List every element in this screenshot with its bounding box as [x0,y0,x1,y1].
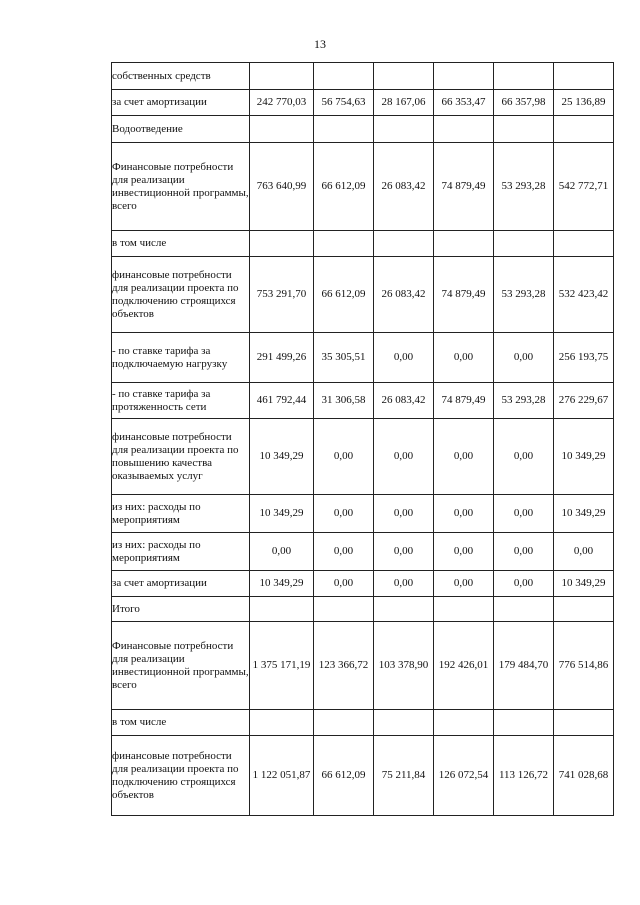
value-cell: 10 349,29 [250,571,314,597]
value-cell: 74 879,49 [434,383,494,419]
value-cell [314,116,374,143]
value-cell [554,116,614,143]
value-cell [374,231,434,257]
table-row [112,143,614,231]
value-cell: 0,00 [434,495,494,533]
row-label: финансовые потребности для реализации проекта по подключению строящихся объектов [112,736,250,816]
value-cell: 0,00 [434,419,494,495]
value-cell: 26 083,42 [374,383,434,419]
row-label: из них: расходы по мероприятиям [112,533,250,571]
investment-table [111,62,614,816]
value-cell: 66 357,98 [494,90,554,116]
value-cell: 276 229,67 [554,383,614,419]
page-number: 13 [314,37,326,51]
value-cell [554,231,614,257]
value-cell: 741 028,68 [554,736,614,816]
value-cell: 103 378,90 [374,622,434,710]
value-cell: 242 770,03 [250,90,314,116]
value-cell: 75 211,84 [374,736,434,816]
table-body [112,63,614,816]
row-label: финансовые потребности для реализации проекта по повышению качества оказываемых услуг [112,419,250,495]
value-cell [554,597,614,622]
value-cell [494,231,554,257]
value-cell: 66 353,47 [434,90,494,116]
value-cell [314,710,374,736]
value-cell: 0,00 [494,495,554,533]
value-cell: 66 612,09 [314,143,374,231]
value-cell: 25 136,89 [554,90,614,116]
value-cell [494,597,554,622]
value-cell: 256 193,75 [554,333,614,383]
value-cell: 0,00 [314,571,374,597]
table-row [112,383,614,419]
value-cell: 192 426,01 [434,622,494,710]
value-cell: 0,00 [434,533,494,571]
value-cell [434,710,494,736]
value-cell [250,231,314,257]
value-cell: 35 305,51 [314,333,374,383]
value-cell: 0,00 [494,333,554,383]
row-label: за счет амортизации [112,571,250,597]
value-cell: 66 612,09 [314,257,374,333]
value-cell: 542 772,71 [554,143,614,231]
value-cell [314,63,374,90]
value-cell: 0,00 [314,495,374,533]
value-cell: 123 366,72 [314,622,374,710]
value-cell: 126 072,54 [434,736,494,816]
table-row [112,622,614,710]
row-label: собственных средств [112,63,250,90]
value-cell: 0,00 [494,419,554,495]
value-cell [494,116,554,143]
value-cell: 0,00 [434,333,494,383]
table-row [112,419,614,495]
value-cell: 56 754,63 [314,90,374,116]
table-row [112,333,614,383]
value-cell: 10 349,29 [554,419,614,495]
value-cell [434,63,494,90]
value-cell: 532 423,42 [554,257,614,333]
value-cell: 1 375 171,19 [250,622,314,710]
value-cell [434,116,494,143]
table-row [112,571,614,597]
value-cell: 291 499,26 [250,333,314,383]
value-cell: 0,00 [314,419,374,495]
value-cell: 0,00 [374,571,434,597]
value-cell: 0,00 [374,333,434,383]
value-cell: 74 879,49 [434,257,494,333]
table-row [112,495,614,533]
row-label: в том числе [112,231,250,257]
value-cell [250,116,314,143]
table-row [112,533,614,571]
row-label: - по ставке тарифа за протяженность сети [112,383,250,419]
value-cell: 10 349,29 [554,495,614,533]
value-cell: 74 879,49 [434,143,494,231]
value-cell: 0,00 [494,533,554,571]
value-cell [494,710,554,736]
value-cell [374,597,434,622]
value-cell [374,63,434,90]
value-cell: 0,00 [374,533,434,571]
value-cell [250,597,314,622]
row-label: - по ставке тарифа за подключаемую нагрузку [112,333,250,383]
table-row [112,597,614,622]
value-cell [494,63,554,90]
row-label: из них: расходы по мероприятиям [112,495,250,533]
value-cell [374,116,434,143]
value-cell: 26 083,42 [374,257,434,333]
table-row [112,63,614,90]
value-cell: 776 514,86 [554,622,614,710]
row-label: в том числе [112,710,250,736]
value-cell: 28 167,06 [374,90,434,116]
value-cell: 31 306,58 [314,383,374,419]
value-cell [554,63,614,90]
row-label: Водоотведение [112,116,250,143]
value-cell [314,231,374,257]
value-cell [434,597,494,622]
row-label: за счет амортизации [112,90,250,116]
table-row [112,257,614,333]
value-cell: 1 122 051,87 [250,736,314,816]
value-cell: 0,00 [314,533,374,571]
table-row [112,736,614,816]
table-row [112,90,614,116]
value-cell [314,597,374,622]
value-cell: 10 349,29 [250,419,314,495]
value-cell: 10 349,29 [250,495,314,533]
value-cell [250,63,314,90]
value-cell: 0,00 [374,495,434,533]
value-cell [554,710,614,736]
row-label: Финансовые потребности для реализации инвестиционной программы, всего [112,622,250,710]
table-row [112,710,614,736]
value-cell: 0,00 [250,533,314,571]
table-row [112,116,614,143]
row-label: финансовые потребности для реализации проекта по подключению строящихся объектов [112,257,250,333]
value-cell: 753 291,70 [250,257,314,333]
row-label: Итого [112,597,250,622]
value-cell: 53 293,28 [494,257,554,333]
value-cell: 66 612,09 [314,736,374,816]
value-cell: 26 083,42 [374,143,434,231]
value-cell: 0,00 [374,419,434,495]
value-cell: 0,00 [494,571,554,597]
value-cell: 0,00 [434,571,494,597]
value-cell: 53 293,28 [494,383,554,419]
value-cell: 10 349,29 [554,571,614,597]
value-cell [374,710,434,736]
table-row [112,231,614,257]
value-cell [434,231,494,257]
value-cell: 113 126,72 [494,736,554,816]
value-cell: 0,00 [554,533,614,571]
value-cell: 179 484,70 [494,622,554,710]
value-cell: 53 293,28 [494,143,554,231]
row-label: Финансовые потребности для реализации инвестиционной программы, всего [112,143,250,231]
value-cell [250,710,314,736]
value-cell: 461 792,44 [250,383,314,419]
value-cell: 763 640,99 [250,143,314,231]
